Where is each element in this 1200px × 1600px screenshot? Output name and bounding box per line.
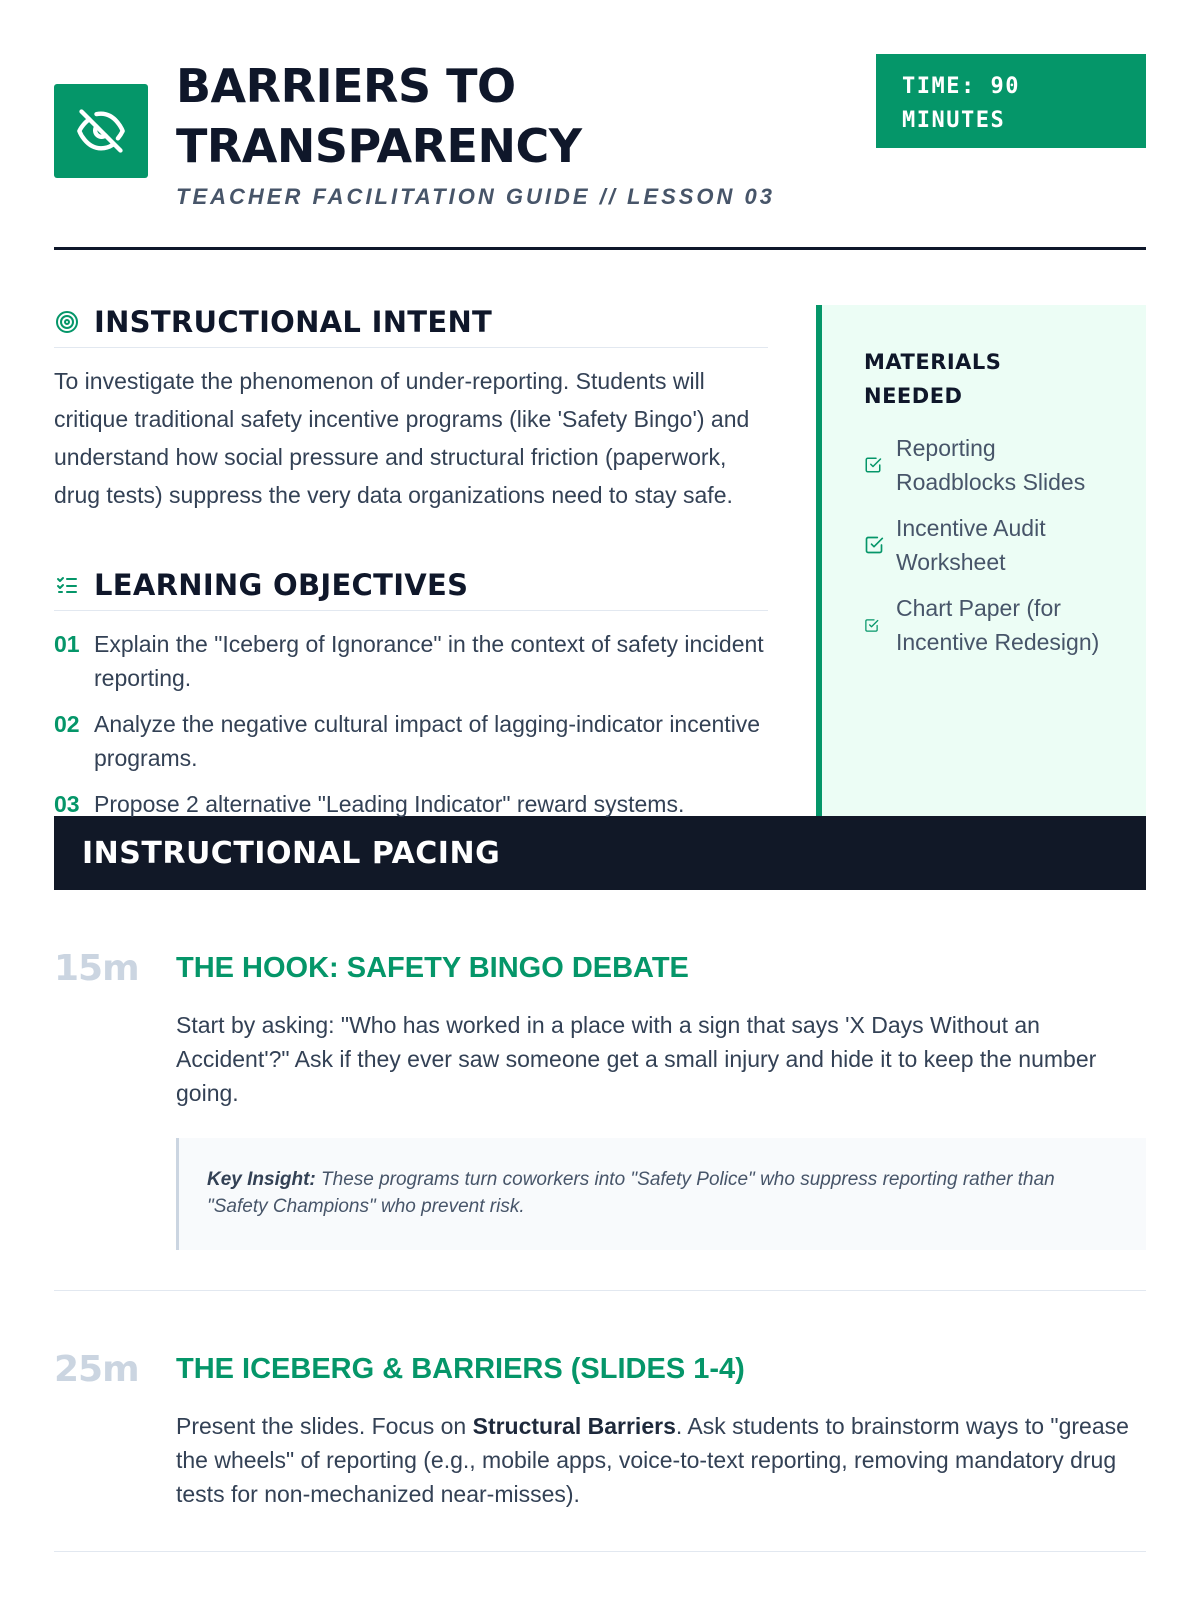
materials-title: MATERIALS NEEDED bbox=[864, 350, 1002, 408]
intent-column bbox=[54, 305, 768, 833]
intent-heading bbox=[54, 305, 768, 348]
list-item bbox=[864, 431, 1106, 499]
phase-title: THE ICEBERG & BARRIERS (SLIDES 1-4) bbox=[176, 1353, 745, 1385]
list-item bbox=[864, 591, 1106, 659]
objective-number: 03 bbox=[54, 791, 80, 817]
page-subtitle: TEACHER FACILITATION GUIDE // LESSON 03 bbox=[176, 184, 776, 209]
phase-text-part: . Ask students to brainstorm ways to "grease the wheels" of reporting (e.g., mobile apps, voice-to-text reporting, removing mandatory drug tests for non-mechanized near-misses). bbox=[176, 1413, 1129, 1507]
material-label: Incentive Audit Worksheet bbox=[896, 515, 1046, 575]
objective-text: Analyze the negative cultural impact of lagging-indicator incentive programs. bbox=[94, 711, 761, 771]
key-insight-callout bbox=[176, 1138, 1146, 1250]
material-label: Reporting Roadblocks Slides bbox=[896, 435, 1086, 495]
time-badge: TIME: 90 MINUTES bbox=[876, 54, 1146, 148]
objectives-list bbox=[54, 627, 768, 821]
list-item bbox=[54, 627, 768, 695]
intro-section bbox=[54, 250, 1146, 816]
checkbox-icon bbox=[864, 456, 886, 474]
list-item bbox=[864, 511, 1106, 579]
checklist-icon bbox=[54, 572, 80, 598]
objective-number: 02 bbox=[54, 711, 80, 737]
objectives-heading bbox=[54, 568, 768, 611]
phase-duration: 15m bbox=[54, 948, 139, 989]
phase-duration: 25m bbox=[54, 1349, 139, 1390]
phase-title: THE HOOK: SAFETY BINGO DEBATE bbox=[176, 952, 689, 984]
pacing-header: INSTRUCTIONAL PACING bbox=[54, 816, 1146, 890]
phase-text bbox=[176, 1409, 1146, 1511]
pacing-phase bbox=[54, 1349, 1146, 1552]
materials-panel bbox=[816, 305, 1146, 816]
checkbox-icon bbox=[864, 618, 886, 633]
phase-text: Start by asking: "Who has worked in a place with a sign that says 'X Days Without an Accident'?" Ask if they ever saw someone get a small injury and hide it to keep the number going. bbox=[176, 1012, 1097, 1106]
phase-text-part: Present the slides. Focus on bbox=[176, 1413, 473, 1439]
pacing-phase bbox=[54, 948, 1146, 1291]
phase-text-emphasis: Structural Barriers bbox=[472, 1413, 676, 1439]
eye-slash-icon bbox=[54, 84, 148, 178]
insight-text: These programs turn coworkers into "Safety Police" who suppress reporting rather than "Safety Champions" who prevent risk. bbox=[207, 1169, 1055, 1217]
objective-text: Propose 2 alternative "Leading Indicator" reward systems. bbox=[94, 791, 685, 817]
insight-label: Key Insight: bbox=[207, 1169, 316, 1190]
intent-text: To investigate the phenomenon of under-reporting. Students will critique traditional safety incentive programs (like 'Safety Bingo') and understand how social pressure and structural friction (paperwork, drug tests) suppress the very data organizations need to stay safe. bbox=[54, 368, 750, 508]
intent-title: INSTRUCTIONAL INTENT bbox=[94, 305, 493, 339]
header bbox=[54, 0, 1146, 250]
objective-text: Explain the "Iceberg of Ignorance" in the context of safety incident reporting. bbox=[94, 631, 764, 691]
objective-number: 01 bbox=[54, 631, 80, 657]
page-title: BARRIERS TO TRANSPARENCY bbox=[176, 59, 582, 173]
materials-list bbox=[864, 431, 1106, 659]
list-item bbox=[54, 787, 768, 821]
target-icon bbox=[54, 309, 80, 335]
checkbox-icon bbox=[864, 535, 886, 555]
list-item bbox=[54, 707, 768, 775]
material-label: Chart Paper (for Incentive Redesign) bbox=[896, 595, 1100, 655]
objectives-title: LEARNING OBJECTIVES bbox=[94, 568, 469, 602]
